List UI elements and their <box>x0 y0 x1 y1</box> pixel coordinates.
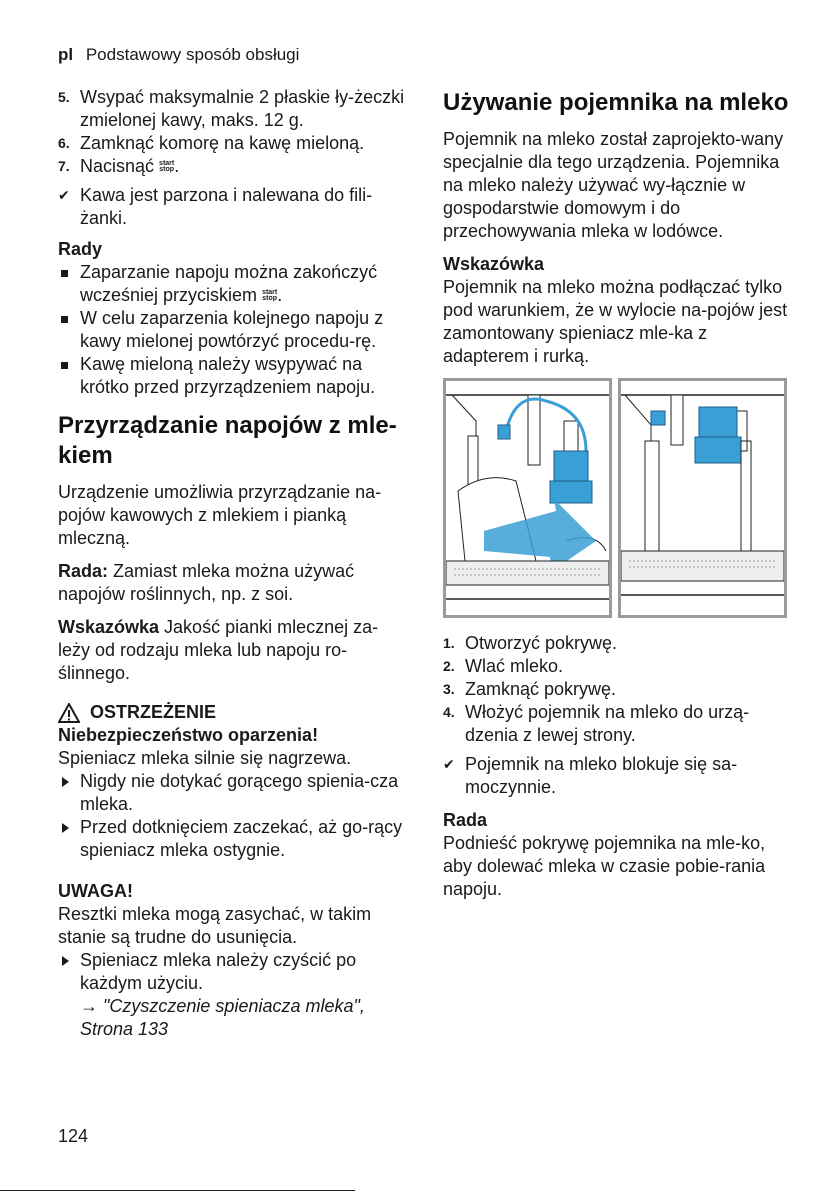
warning-item-text: Przed dotknięciem zaczekać, aż go-rący spieniacz mleka ostygnie. <box>80 817 403 860</box>
start-stop-icon <box>262 290 277 302</box>
step-number: 2. <box>443 658 455 674</box>
tip-paragraph <box>58 560 408 606</box>
note-heading: Wskazówka <box>443 254 545 274</box>
header-title: Podstawowy sposób obsługi <box>85 45 300 64</box>
illustration-inserted-container <box>618 378 787 618</box>
list-item <box>58 307 408 353</box>
warning-label: OSTRZEŻENIE <box>90 702 217 722</box>
note-paragraph: Pojemnik na mleko można podłączać tylko pod warunkiem, że w wylocie na-pojów jest zamontowany spieniacz mle-ka z adapterem i rurką. <box>443 277 788 366</box>
result-line <box>58 184 408 230</box>
step-list <box>443 632 793 747</box>
list-item <box>58 353 408 399</box>
footer-divider <box>0 1190 355 1191</box>
cross-reference-text: "Czyszczenie spieniacza mleka", Strona 133 <box>80 996 365 1039</box>
note-text: Jakość pianki mlecznej za-leży od rodzaju mleka lub napoju ro-ślinnego. <box>58 617 379 683</box>
caution-item-text: Spieniacz mleka należy czyścić po każdym użyciu. <box>80 950 357 993</box>
list-item: 7. Nacisnąć start stop. <box>58 156 180 176</box>
list-item <box>58 770 408 816</box>
step-list <box>58 86 408 178</box>
milk-container-inserted-illustration <box>621 381 784 615</box>
danger-title: Niebezpieczeństwo oparzenia! <box>58 725 319 745</box>
list-item <box>443 701 793 747</box>
result-line <box>443 753 793 799</box>
illustration-insert-container <box>443 378 612 618</box>
warning-item-text: Nigdy nie dotykać gorącego spienia-cza mleka. <box>80 771 399 814</box>
intro-paragraph: Pojemnik na mleko został zaprojekto-wany specjalnie dla tego urządzenia. Pojemnika na mleko należy używać wy-łącznie w gospodarstwie domowym i do przechowywania mleka w lodówce. <box>443 129 784 241</box>
warning-heading <box>58 701 408 724</box>
caution-description: Resztki mleka mogą zasychać, w takim stanie są trudne do usunięcia. <box>58 904 372 947</box>
stop-label: stop <box>262 295 278 303</box>
triangle-arrow-icon <box>62 823 69 833</box>
step-text: Wlać mleko. <box>465 656 564 676</box>
tip-text: Zaparzanie napoju można zakończyć wcześniej przyciskiem <box>80 262 378 305</box>
square-bullet-icon <box>61 316 68 323</box>
warning-triangle-icon <box>58 703 80 723</box>
step-text: Wsypać maksymalnie 2 płaskie ły-żeczki zmielonej kawy, maks. 12 g. <box>80 87 405 130</box>
tips-list <box>58 261 408 399</box>
start-label: start <box>262 289 278 297</box>
result-text: Kawa jest parzona i nalewana do fili-żanki. <box>80 185 373 228</box>
list-item <box>58 949 408 995</box>
step-number: 1. <box>443 635 455 651</box>
result-text: Pojemnik na mleko blokuje się sa-moczynnie. <box>465 754 738 797</box>
cross-reference-link[interactable] <box>58 995 408 1041</box>
warning-description: Spieniacz mleka silnie się nagrzewa. <box>58 748 352 768</box>
page-number: 124 <box>58 1126 89 1146</box>
tips-heading: Rady <box>58 239 103 259</box>
tip-text: Kawę mieloną należy wsypywać na krótko przed przyrządzeniem napoju. <box>80 354 376 397</box>
section-title: Używanie pojemnika na mleko <box>443 89 789 116</box>
step-text: Zamknąć pokrywę. <box>465 679 617 699</box>
step-text: Włożyć pojemnik na mleko do urzą-dzenia z lewej strony. <box>465 702 750 745</box>
section-title: Przyrządzanie napojów z mle-kiem <box>58 412 397 469</box>
list-item <box>58 816 408 862</box>
list-item <box>443 678 793 701</box>
stop-label: stop <box>159 166 175 174</box>
left-column <box>58 86 408 1041</box>
list-item <box>58 86 408 132</box>
note-label: Wskazówka <box>58 617 160 637</box>
start-label: start <box>159 160 175 168</box>
step-number: 4. <box>443 704 455 720</box>
step-text: Otworzyć pokrywę. <box>465 633 618 653</box>
square-bullet-icon <box>61 270 68 277</box>
tip-paragraph: Podnieść pokrywę pojemnika na mle-ko, aby dolewać mleka w czasie pobie-rania napoju. <box>443 833 766 899</box>
list-item <box>443 632 793 655</box>
tip-heading: Rada <box>443 810 488 830</box>
tip-text: W celu zaparzenia kolejnego napoju z kawy mielonej powtórzyć procedu-rę. <box>80 308 384 351</box>
list-item <box>58 132 408 155</box>
milk-container-insert-illustration <box>446 381 609 615</box>
page-header <box>58 45 299 65</box>
right-column <box>443 86 793 911</box>
step-text: Nacisnąć <box>80 156 155 176</box>
step-text: Zamknąć komorę na kawę mieloną. <box>80 133 365 153</box>
list-item <box>443 655 793 678</box>
step-number: 3. <box>443 681 455 697</box>
tip-label: Rada: <box>58 561 109 581</box>
step-number: 7. <box>58 158 70 174</box>
list-item: Zaparzanie napoju można zakończyć wcześniej przyciskiem start stop. <box>58 261 408 307</box>
triangle-arrow-icon <box>62 777 69 787</box>
step-number: 5. <box>58 89 70 105</box>
triangle-arrow-icon <box>62 956 69 966</box>
caution-list <box>58 949 408 995</box>
warning-list <box>58 770 408 862</box>
start-stop-icon <box>159 161 174 173</box>
illustration-row <box>443 378 793 618</box>
check-icon: ✔ <box>443 756 455 772</box>
language-code: pl <box>58 45 74 64</box>
note-paragraph <box>58 616 408 685</box>
tip-text: Zamiast mleka można używać napojów roślinnych, np. z soi. <box>58 561 355 604</box>
caution-label: UWAGA! <box>58 881 133 901</box>
square-bullet-icon <box>61 362 68 369</box>
intro-paragraph: Urządzenie umożliwia przyrządzanie na-pojów kawowych z mlekiem i pianką mleczną. <box>58 482 382 548</box>
step-number: 6. <box>58 135 70 151</box>
arrow-right-icon: → <box>80 996 98 1016</box>
check-icon: ✔ <box>58 187 70 203</box>
